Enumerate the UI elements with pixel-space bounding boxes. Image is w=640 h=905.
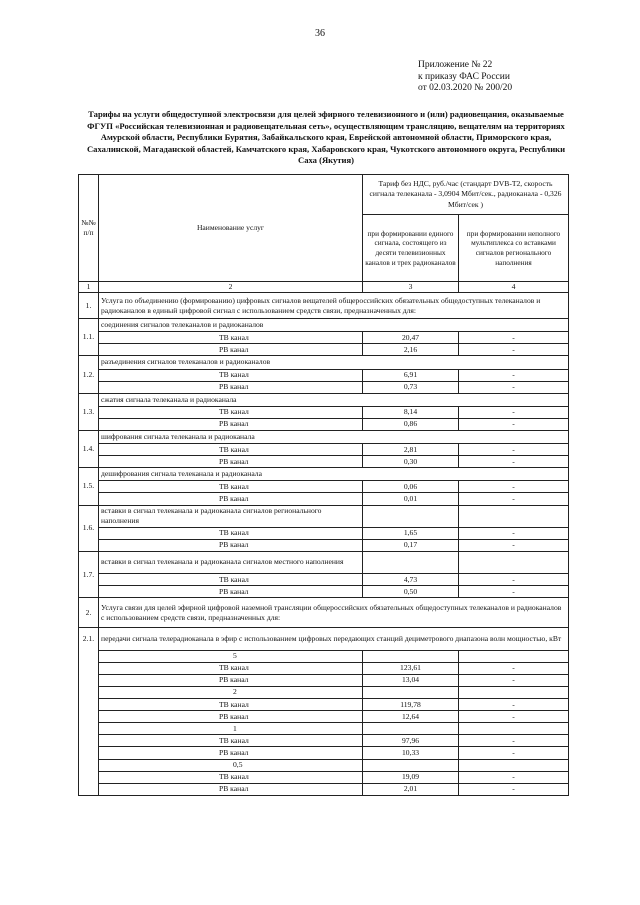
table-row (79, 759, 569, 771)
tariff-value-col-4: - (459, 527, 569, 539)
tv-channel-label: ТВ канал (99, 662, 363, 674)
service-name: сжатия сигнала телеканала и радиоканала (99, 393, 569, 406)
tv-channel-label: ТВ канал (99, 574, 363, 586)
tariff-value-col-4: - (459, 444, 569, 456)
tv-channel-label: ТВ канал (99, 369, 363, 381)
service-name: вставки в сигнал телеканала и радиоканала сигналов регионального наполнения (99, 505, 363, 527)
table-row (79, 539, 569, 551)
tariff-value-col-4: - (459, 747, 569, 759)
tariff-value: 0,86 (363, 418, 459, 430)
appendix-block (418, 60, 512, 95)
tariff-value-col-4: - (459, 332, 569, 344)
tariff-value-col-4: - (459, 586, 569, 598)
tariff-value-col-4: - (459, 493, 569, 505)
table-row (79, 356, 569, 369)
table-row (79, 505, 569, 527)
tariff-value: 19,09 (363, 771, 459, 783)
tariff-value-col-4: - (459, 381, 569, 393)
row-number: 1.4. (79, 430, 99, 467)
tariff-value-col-4: - (459, 406, 569, 418)
table-row (79, 292, 569, 318)
tariff-value-col-4: - (459, 369, 569, 381)
rv-channel-label: РВ канал (99, 674, 363, 686)
column-index-4: 4 (459, 281, 569, 292)
tariff-value-col-4: - (459, 481, 569, 493)
tv-channel-label: ТВ канал (99, 406, 363, 418)
service-name: дешифрования сигнала телеканала и радиоканала (99, 468, 569, 481)
tv-channel-label: ТВ канал (99, 735, 363, 747)
power-kw: 5 (99, 650, 363, 662)
row-number: 2. (79, 598, 99, 628)
table-row (79, 393, 569, 406)
page-number: 36 (315, 28, 325, 39)
header-sub-col-4: при формировании неполного мультиплекса со вставками сигналов регионального наполнения (459, 215, 569, 282)
table-row (79, 369, 569, 381)
table-row (79, 598, 569, 628)
table-row (79, 574, 569, 586)
table-row (79, 418, 569, 430)
tariff-value-col-4: - (459, 771, 569, 783)
table-row (79, 628, 569, 650)
table-row (79, 527, 569, 539)
tv-channel-label: ТВ канал (99, 481, 363, 493)
rv-channel-label: РВ канал (99, 711, 363, 723)
tariff-value: 119,78 (363, 699, 459, 711)
tariff-value: 97,96 (363, 735, 459, 747)
header-tariff: Тариф без НДС, руб./час (стандарт DVB-T2, скорость сигнала телеканала - 3,0904 Мбит/сек., радиоканала - 0,326 Мбит/сек ) (363, 175, 569, 215)
rv-channel-label: РВ канал (99, 381, 363, 393)
tv-channel-label: ТВ канал (99, 527, 363, 539)
tariff-value: 2,01 (363, 783, 459, 795)
tv-channel-label: ТВ канал (99, 771, 363, 783)
table-row (79, 662, 569, 674)
service-name: шифрования сигнала телеканала и радиоканала (99, 430, 569, 443)
header-col-name: Наименование услуг (99, 175, 363, 282)
tariff-value: 6,91 (363, 369, 459, 381)
table-row (79, 711, 569, 723)
appendix-line-3: от 02.03.2020 № 200/20 (418, 83, 513, 93)
service-name: вставки в сигнал телеканала и радиоканала сигналов местного наполнения (99, 551, 363, 573)
appendix-line-2: к приказу ФАС России (418, 71, 510, 82)
header-col-number: №№ п/п (79, 175, 99, 282)
table-row (79, 468, 569, 481)
tariff-value: 10,33 (363, 747, 459, 759)
rv-channel-label: РВ канал (99, 783, 363, 795)
tariff-value: 0,73 (363, 381, 459, 393)
table-row (79, 344, 569, 356)
table-row (79, 686, 569, 698)
table-row (79, 771, 569, 783)
row-number: 1.6. (79, 505, 99, 551)
table-row (79, 332, 569, 344)
table-row (79, 319, 569, 332)
tariff-value: 0,50 (363, 586, 459, 598)
row-number: 1.1. (79, 319, 99, 356)
tariff-value-col-4: - (459, 674, 569, 686)
tariff-value: 13,04 (363, 674, 459, 686)
tariff-value: 0,17 (363, 539, 459, 551)
tariff-value-col-4: - (459, 735, 569, 747)
table-row (79, 551, 569, 573)
rv-channel-label: РВ канал (99, 539, 363, 551)
table-row (79, 674, 569, 686)
document-title: Тарифы на услуги общедоступной электросвязи для целей эфирного телевизионного и (или) радиовещания, оказываемые ФГУП «Российская телевизионная и радиовещательная сеть», осуществляющим трансляцию, вещателям на территориях Амурской области, Республики Бурятия, Забайкальского края, Еврейской автономной области, Приморского края, Сахалинской, Магаданской областей, Камчатского края, Хабаровского края, Чукотского автономного округа, Республики Саха (Якутия) (86, 109, 566, 166)
table-row (79, 481, 569, 493)
tv-channel-label: ТВ канал (99, 332, 363, 344)
tariff-value: 2,16 (363, 344, 459, 356)
section-text: Услуга по объединению (формированию) цифровых сигналов вещателей общероссийских обязательных общедоступных телеканалов и радиоканалов в единый цифровой сигнал с использованием средств связи, предназначенных для: (99, 292, 569, 318)
tariff-value: 123,61 (363, 662, 459, 674)
power-kw: 2 (99, 686, 363, 698)
tariff-value-col-4: - (459, 539, 569, 551)
table-row (79, 735, 569, 747)
service-name: соединения сигналов телеканалов и радиоканалов (99, 319, 569, 332)
rv-channel-label: РВ канал (99, 586, 363, 598)
tariff-value: 2,81 (363, 444, 459, 456)
column-index-3: 3 (363, 281, 459, 292)
section-text: передачи сигнала телерадиоканала в эфир с использованием цифровых передающих станций дециметрового диапазона волн мощностью, кВт (99, 628, 569, 650)
table-row (79, 430, 569, 443)
table-row (79, 493, 569, 505)
row-number: 1. (79, 292, 99, 318)
table-row (79, 747, 569, 759)
tariff-value-col-4: - (459, 574, 569, 586)
table-row (79, 586, 569, 598)
tv-channel-label: ТВ канал (99, 699, 363, 711)
tariff-value: 4,73 (363, 574, 459, 586)
row-number: 1.3. (79, 393, 99, 430)
rv-channel-label: РВ канал (99, 493, 363, 505)
tariff-value: 8,14 (363, 406, 459, 418)
tariff-value-col-4: - (459, 783, 569, 795)
table-row (79, 783, 569, 795)
section-text: Услуга связи для целей эфирной цифровой наземной трансляции общероссийских обязательных общедоступных телеканалов и радиоканалов с использованием средств связи, предназначенных для: (99, 598, 569, 628)
row-number: 2.1. (79, 628, 99, 796)
tariff-value: 1,65 (363, 527, 459, 539)
table-row (79, 444, 569, 456)
table-row (79, 699, 569, 711)
tariff-value: 20,47 (363, 332, 459, 344)
appendix-line-1: Приложение № 22 (418, 60, 493, 70)
tariff-value-col-4: - (459, 418, 569, 430)
tariff-value-col-4: - (459, 456, 569, 468)
service-name: разъединения сигналов телеканалов и радиоканалов (99, 356, 569, 369)
tariff-value: 0,30 (363, 456, 459, 468)
tariff-table (78, 174, 569, 796)
tariff-value-col-4: - (459, 699, 569, 711)
tariff-value: 0,01 (363, 493, 459, 505)
rv-channel-label: РВ канал (99, 344, 363, 356)
table-row (79, 381, 569, 393)
row-number: 1.2. (79, 356, 99, 393)
tariff-value-col-4: - (459, 662, 569, 674)
row-number: 1.7. (79, 551, 99, 597)
tariff-value: 0,06 (363, 481, 459, 493)
column-index-2: 2 (99, 281, 363, 292)
power-kw: 0,5 (99, 759, 363, 771)
tariff-value-col-4: - (459, 711, 569, 723)
rv-channel-label: РВ канал (99, 418, 363, 430)
column-index-1: 1 (79, 281, 99, 292)
table-row (79, 650, 569, 662)
tariff-value: 12,64 (363, 711, 459, 723)
table-row (79, 456, 569, 468)
tariff-value-col-4: - (459, 344, 569, 356)
row-number: 1.5. (79, 468, 99, 505)
rv-channel-label: РВ канал (99, 456, 363, 468)
table-row (79, 723, 569, 735)
tv-channel-label: ТВ канал (99, 444, 363, 456)
header-sub-col-3: при формировании единого сигнала, состоящего из десяти телевизионных каналов и трех радиоканалов (363, 215, 459, 282)
power-kw: 1 (99, 723, 363, 735)
table-row (79, 406, 569, 418)
rv-channel-label: РВ канал (99, 747, 363, 759)
